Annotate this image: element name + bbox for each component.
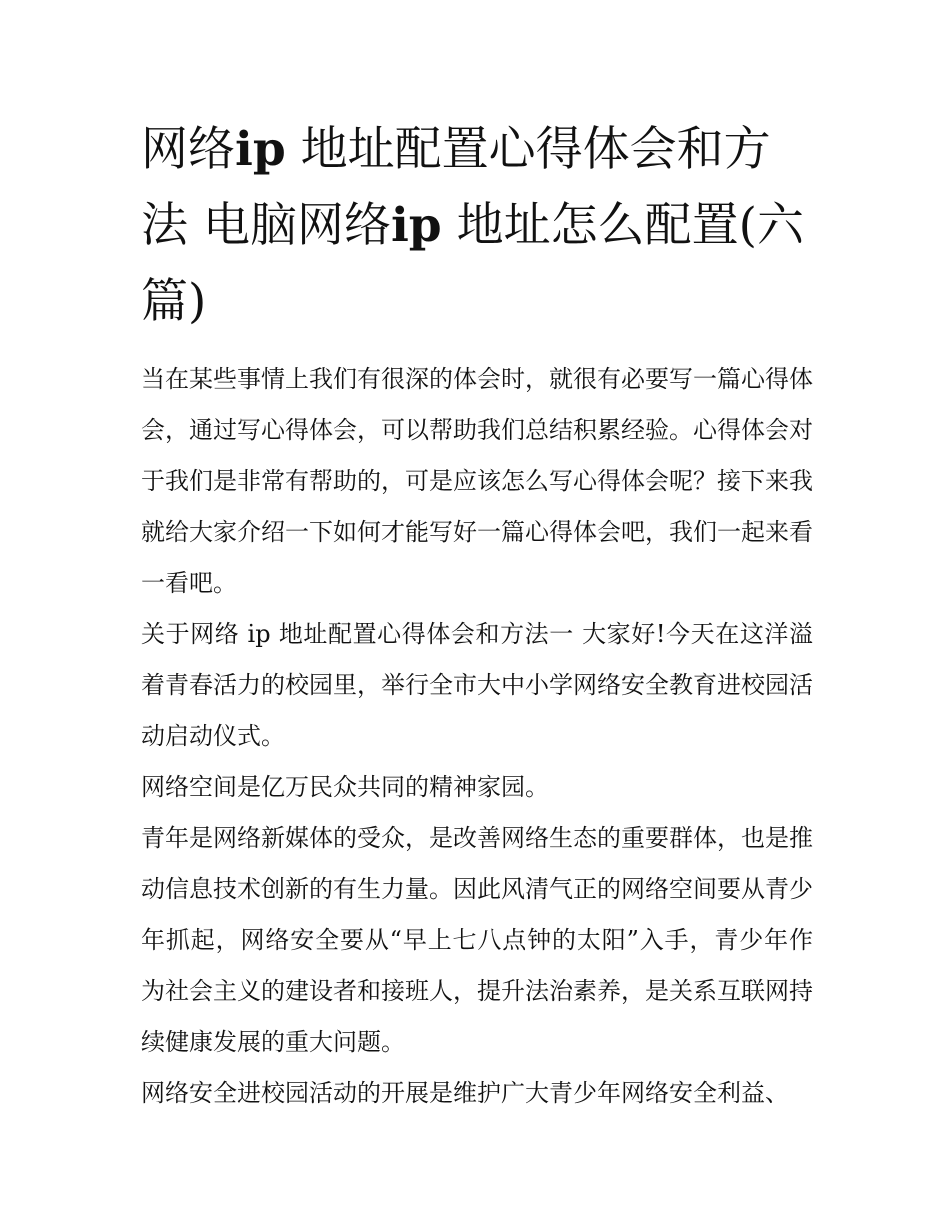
title-text-3: 地址怎么配置(六篇) — [141, 198, 804, 329]
title-ip-1: ip — [235, 122, 286, 177]
document-title — [141, 112, 813, 340]
paragraph-youth: 青年是网络新媒体的受众，是改善网络生态的重要群体，也是推动信息技术创新的有生力量。因此风清气正的网络空间要从青少年抓起，网络安全要从“早上七八点钟的太阳”入手，青少年作为社会主义的建设者和接班人，提升法治素养，是关系互联网持续健康发展的重大问题。 — [141, 824, 813, 1056]
paragraph-cyberspace: 网络空间是亿万民众共同的精神家园。 — [141, 773, 549, 801]
title-ip-2: ip — [390, 198, 442, 253]
title-text-1: 网络 — [141, 122, 235, 177]
document-body — [141, 112, 813, 1119]
paragraph-opening: 关于网络 ip 地址配置心得体会和方法一 大家好!今天在这洋溢着青春活力的校园里，举行全市大中小学网络安全教育进校园活动启动仪式。 — [141, 620, 813, 750]
paragraph-campus-activity: 网络安全进校园活动的开展是维护广大青少年网络安全利益、 — [141, 1079, 789, 1107]
title-text-2: 地址配置心得体会和方法 电脑网络 — [141, 122, 771, 253]
paragraph-intro: 当在某些事情上我们有很深的体会时，就很有必要写一篇心得体会，通过写心得体会，可以帮助我们总结积累经验。心得体会对于我们是非常有帮助的，可是应该怎么写心得体会呢？接下来我就给大家介绍一下如何才能写好一篇心得体会吧，我们一起来看一看吧。 — [141, 365, 813, 597]
